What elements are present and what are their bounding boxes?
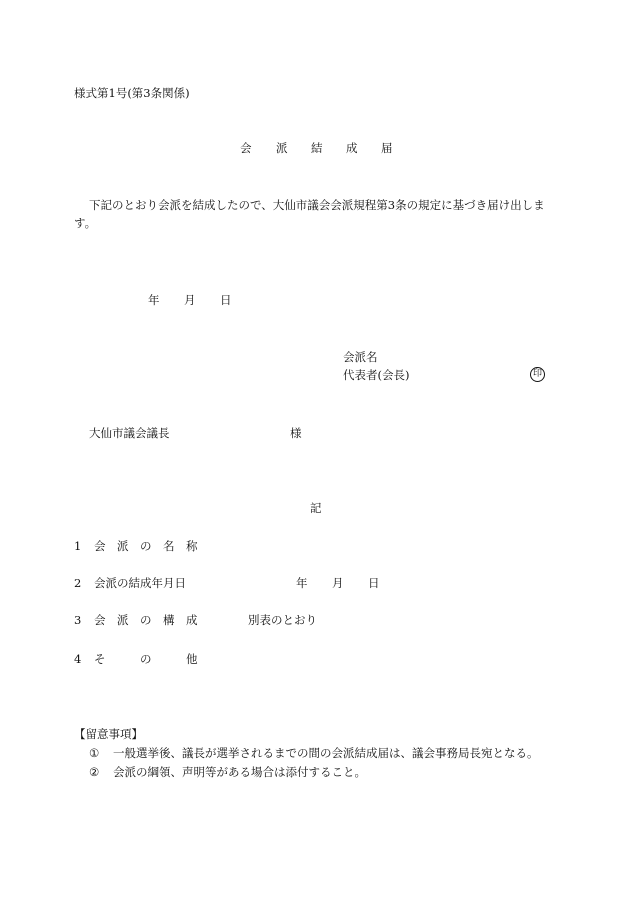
item2-day: 日 bbox=[368, 576, 380, 590]
item-number: 2 bbox=[74, 576, 82, 590]
item2-year: 年 bbox=[296, 576, 308, 590]
intro-line-2: す。 bbox=[74, 216, 97, 230]
title-char: 結 bbox=[311, 141, 323, 155]
note-text: 一般選挙後、議長が選挙されるまでの間の会派結成届は、議会事務局長宛となる。 bbox=[113, 746, 539, 760]
date-month: 月 bbox=[184, 293, 196, 307]
item-number: 1 bbox=[74, 539, 82, 553]
item-number: 4 bbox=[74, 652, 82, 666]
item2-month: 月 bbox=[332, 576, 344, 590]
seal-mark: 印 bbox=[530, 367, 545, 382]
title-char: 派 bbox=[276, 141, 288, 155]
intro-line-1: 下記のとおり会派を結成したので、大仙市議会会派規程第3条の規定に基づき届け出しま bbox=[89, 198, 545, 212]
title-char: 成 bbox=[346, 141, 358, 155]
title-char: 届 bbox=[381, 141, 393, 155]
item-label: 会派の結成年月日 bbox=[94, 576, 186, 590]
note-text: 会派の綱領、声明等がある場合は添付すること。 bbox=[113, 765, 366, 779]
representative-label: 代表者(会長) bbox=[343, 368, 410, 382]
date-year: 年 bbox=[148, 293, 160, 307]
title-char: 会 bbox=[240, 141, 252, 155]
honorific: 様 bbox=[290, 426, 302, 440]
item-label: 会 派 の 名 称 bbox=[94, 539, 198, 553]
note-mark: ② bbox=[89, 765, 100, 779]
item-value: 別表のとおり bbox=[248, 613, 317, 627]
faction-name-label: 会派名 bbox=[343, 350, 378, 364]
date-day: 日 bbox=[220, 293, 232, 307]
notes-heading: 【留意事項】 bbox=[74, 727, 143, 741]
item-label: そ の 他 bbox=[94, 652, 198, 666]
item-number: 3 bbox=[74, 613, 82, 627]
addressee: 大仙市議会議長 bbox=[89, 426, 170, 440]
ki-heading: 記 bbox=[310, 501, 322, 515]
item-label: 会 派 の 構 成 bbox=[94, 613, 198, 627]
note-mark: ① bbox=[89, 746, 100, 760]
form-label: 様式第1号(第3条関係) bbox=[74, 86, 190, 100]
